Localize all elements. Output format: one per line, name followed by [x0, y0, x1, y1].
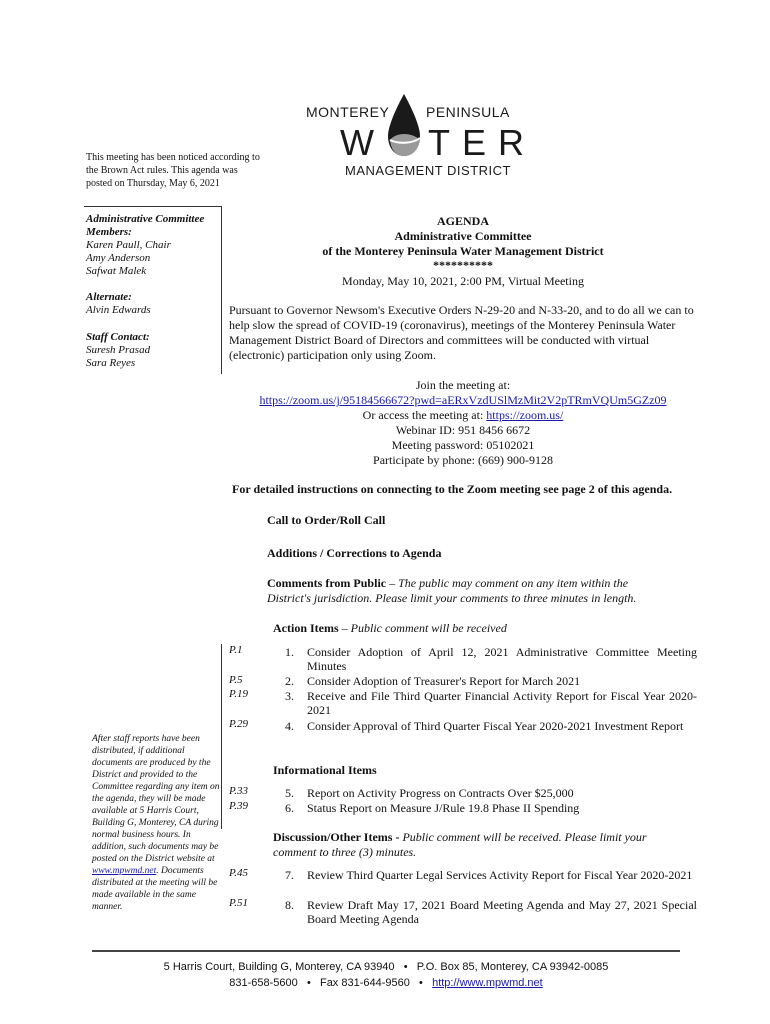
stars-separator: ********** [433, 258, 493, 272]
item-number: 8. [285, 898, 294, 912]
district-website-link[interactable]: www.mpwmd.net [92, 866, 157, 876]
action-items-section [273, 621, 507, 636]
staff-heading: Staff Contact: [86, 331, 150, 343]
footer-website-link[interactable]: http://www.mpwmd.net [432, 977, 543, 989]
agenda-item-text: Report on Activity Progress on Contracts Over $25,000 [307, 786, 574, 800]
meeting-password: Meeting password: 05102021 [391, 438, 535, 452]
footer-bullet: • [403, 961, 408, 973]
sidebar-divider-bottom [221, 644, 222, 829]
posting-notice: This meeting has been noticed according to the Brown Act rules. This agenda was posted on Thursday, May 6, 2021 [86, 152, 260, 189]
item-number: 3. [285, 689, 294, 703]
page-ref: P.1 [229, 644, 243, 656]
page-ref: P.33 [229, 785, 249, 797]
zoom-meeting-link[interactable]: https://zoom.us/j/95184566672?pwd=aERxVzdUSlMzMit2V2pTRmVQUm5GZz09 [259, 393, 667, 407]
page-ref: P.19 [229, 688, 249, 700]
or-access-label: Or access the meeting at: [362, 408, 484, 422]
footer-rule [92, 950, 680, 952]
sidebar-divider-top [221, 206, 222, 374]
agenda-item-text: Review Draft May 17, 2021 Board Meeting Agenda and May 27, 2021 Special Board Meeting Agenda [307, 898, 697, 926]
sidebar-top-rule [84, 206, 222, 207]
call-to-order-heading: Call to Order/Roll Call [267, 513, 386, 527]
covid-intro-paragraph: Pursuant to Governor Newsom's Executive Orders N-29-20 and N-33-20, and to do all we can to help slow the spread of COVID-19 (coronavirus), meetings of the Monterey Peninsula Water Management District Board of Directors and committees will be conducted with virtual (electronic) participation only using Zoom. [229, 303, 694, 362]
member-name: Amy Anderson [86, 252, 151, 264]
informational-items-heading: Informational Items [273, 763, 377, 777]
board-title: of the Monterey Peninsula Water Management District [322, 244, 604, 258]
member-name: Karen Paull, Chair [86, 239, 171, 251]
discussion-text: Public comment will be received. Please limit your comment to three (3) minutes. [273, 830, 647, 859]
agenda-title: AGENDA [436, 214, 489, 228]
page-ref: P.29 [229, 718, 249, 730]
footer-address: 5 Harris Court, Building G, Monterey, CA 93940 [163, 961, 395, 973]
member-name: Safwat Malek [86, 265, 147, 277]
page-ref: P.45 [229, 867, 249, 879]
item-number: 5. [285, 786, 294, 800]
item-number: 4. [285, 719, 294, 733]
meeting-date: Monday, May 10, 2021, 2:00 PM, Virtual Meeting [342, 274, 584, 288]
staff-reports-note-text: After staff reports have been distributed, if additional documents are produced by the District and provided to the Committee regarding any item on the agenda, they will be made available at 5 Harris Court, Building G, Monterey, CA during normal business hours. In addition, such documents may be posted on the District website at [92, 734, 220, 864]
discussion-section [273, 830, 683, 860]
members-heading: Administrative Committee Members: [86, 213, 205, 238]
footer-address-line [92, 961, 680, 973]
alternate-name: Alvin Edwards [86, 304, 151, 316]
footer-bullet: • [306, 977, 311, 989]
public-comments-text: – The public may comment on any item within the District's jurisdiction. Please limit your comments to three minutes in length. [267, 576, 637, 605]
zoom-join-info [230, 378, 696, 468]
alternate-heading: Alternate: [86, 291, 132, 303]
item-number: 1. [285, 645, 294, 659]
agenda-item-text: Receive and File Third Quarter Financial Activity Report for Fiscal Year 2020-2021 [307, 689, 697, 717]
logo-word-management-district: MANAGEMENT DISTRICT [345, 163, 511, 178]
logo-letters-ter: TER [428, 122, 536, 163]
footer-po-box: P.O. Box 85, Monterey, CA 93942-0085 [416, 961, 609, 973]
public-comments-section [267, 576, 667, 606]
committee-sidebar [86, 213, 220, 370]
logo-word-monterey: MONTEREY [306, 104, 390, 120]
staff-name: Suresh Prasad [86, 344, 151, 356]
page-ref: P.39 [229, 800, 249, 812]
page-ref: P.5 [229, 674, 243, 686]
public-comments-heading: Comments from Public [267, 576, 387, 590]
item-number: 2. [285, 674, 294, 688]
staff-name: Sara Reyes [86, 357, 136, 369]
logo-word-peninsula: PENINSULA [426, 104, 510, 120]
footer-contact-line [92, 977, 680, 989]
join-label: Join the meeting at: [415, 378, 511, 392]
item-number: 7. [285, 868, 294, 882]
staff-reports-note [92, 733, 220, 913]
webinar-id: Webinar ID: 951 8456 6672 [395, 423, 531, 437]
phone-participation: Participate by phone: (669) 900-9128 [373, 453, 553, 467]
item-number: 6. [285, 801, 294, 815]
agenda-item-text: Status Report on Measure J/Rule 19.8 Phase II Spending [307, 801, 580, 815]
action-items-text: – Public comment will be received [338, 621, 507, 635]
agenda-header [230, 214, 696, 289]
footer-phone: 831-658-5600 [229, 977, 298, 989]
additions-heading: Additions / Corrections to Agenda [267, 546, 442, 560]
staff-reports-note-end: . Documents distributed at the meeting will be made available in the same manner. [92, 866, 218, 912]
discussion-heading: Discussion/Other Items - [273, 830, 403, 844]
action-items-heading: Action Items [273, 621, 339, 635]
zoom-home-link[interactable]: https://zoom.us/ [486, 408, 564, 422]
agenda-item-text: Consider Adoption of Treasurer's Report for March 2021 [307, 674, 581, 688]
footer-bullet: • [419, 977, 423, 989]
committee-title: Administrative Committee [394, 229, 532, 243]
agenda-item-text: Review Third Quarter Legal Services Activity Report for Fiscal Year 2020-2021 [307, 868, 693, 882]
page-ref: P.51 [229, 897, 249, 909]
logo-letter-w: W [340, 122, 386, 163]
water-drop-icon [382, 92, 426, 162]
agenda-item-text: Consider Adoption of April 12, 2021 Administrative Committee Meeting Minutes [307, 645, 697, 673]
detailed-instructions: For detailed instructions on connecting to the Zoom meeting see page 2 of this agenda. [232, 482, 673, 496]
agenda-item-text: Consider Approval of Third Quarter Fiscal Year 2020-2021 Investment Report [307, 719, 684, 733]
footer-fax: Fax 831-644-9560 [319, 977, 410, 989]
